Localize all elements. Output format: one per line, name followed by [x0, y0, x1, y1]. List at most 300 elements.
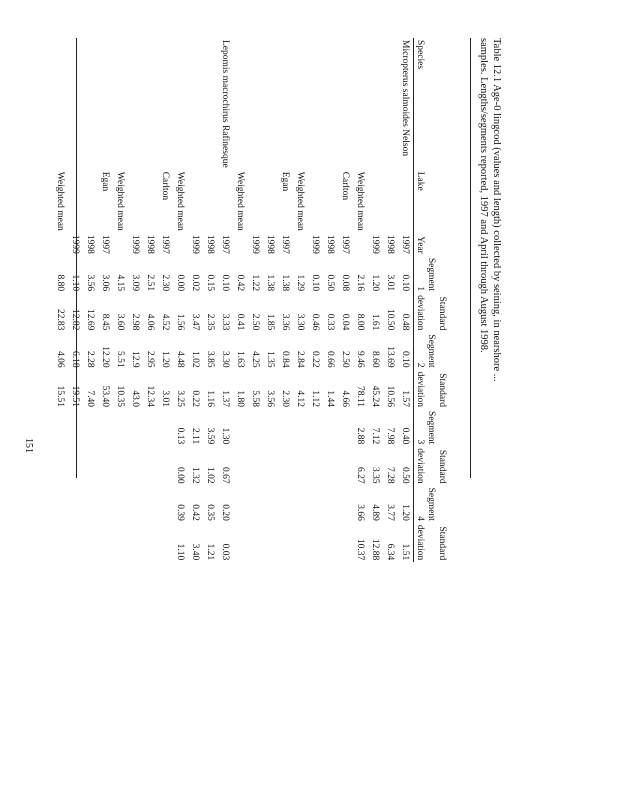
- cell-sd3: [128, 446, 143, 485]
- cell-s3: [98, 409, 113, 446]
- table-row: [323, 38, 338, 562]
- cell-species: [143, 38, 158, 170]
- cell-sd4: 0.03: [220, 543, 231, 561]
- cell-s1: 2.16: [355, 274, 366, 292]
- cell-s3: [113, 409, 128, 446]
- cell-s1: 3.09: [130, 274, 141, 292]
- cell-s1: 1.38: [265, 274, 276, 292]
- cell-s1: 3.01: [385, 274, 396, 292]
- cell-year: 1997: [280, 234, 291, 254]
- cell-sd3: [293, 446, 308, 485]
- table-row: [203, 38, 218, 562]
- cell-year: [53, 233, 68, 256]
- cell-s4: [308, 486, 323, 523]
- cell-s2: 4.06: [55, 351, 66, 368]
- cell-s4: 1.20: [400, 504, 411, 521]
- cell-s2: 3.30: [220, 351, 231, 368]
- cell-sd2: 1.37: [220, 390, 231, 408]
- cell-sd3: [323, 446, 338, 485]
- cell-s3: 2.88: [355, 427, 366, 445]
- table-row: [83, 38, 98, 562]
- cell-lake: [188, 170, 203, 233]
- cell-s4: [128, 486, 143, 523]
- cell-s3: [158, 409, 173, 446]
- cell-lake: Weighted mean: [355, 171, 366, 231]
- cell-s4: [278, 486, 293, 523]
- cell-s1: 0.08: [340, 274, 351, 292]
- cell-sd2: 3.56: [265, 390, 276, 408]
- cell-s1: 0.02: [190, 274, 201, 292]
- cell-s2: 2.28: [85, 351, 96, 368]
- header-lake: Lake: [415, 171, 425, 191]
- cell-species: [128, 38, 143, 170]
- cell-sd2: 1.12: [310, 390, 321, 408]
- cell-s3: [128, 409, 143, 446]
- cell-species: [248, 38, 263, 170]
- cell-sd1: 4.06: [145, 313, 156, 331]
- cell-year: 1998: [385, 234, 396, 254]
- cell-sd1: 0.33: [325, 313, 336, 331]
- cell-lake: [323, 170, 338, 233]
- cell-sd4: 12.88: [370, 538, 381, 561]
- cell-sd1: 3.47: [190, 313, 201, 331]
- cell-s3: [53, 409, 68, 446]
- cell-s1: 3.06: [100, 274, 111, 292]
- cell-s4: [83, 486, 98, 523]
- cell-sd1: 8.45: [100, 313, 111, 331]
- cell-species: [203, 38, 218, 170]
- table-row: [113, 38, 128, 562]
- cell-sd4: [293, 523, 308, 562]
- cell-year: [293, 233, 308, 256]
- cell-lake: [368, 170, 383, 233]
- cell-sd2: 3.01: [160, 390, 171, 408]
- cell-year: 1998: [205, 234, 216, 254]
- cell-year: 1999: [70, 234, 81, 254]
- cell-s2: 1.63: [235, 351, 246, 368]
- cell-s3: 0.40: [400, 427, 411, 445]
- cell-sd4: [338, 523, 353, 562]
- cell-s2: 2.50: [340, 351, 351, 368]
- cell-s3: [278, 409, 293, 446]
- cell-sd4: [278, 523, 293, 562]
- cell-sd1: 22.83: [55, 309, 66, 331]
- cell-s3: [323, 409, 338, 446]
- header-sd2-top: Standard: [437, 373, 447, 408]
- cell-sd2: 4.66: [340, 390, 351, 408]
- cell-sd4: [98, 523, 113, 562]
- cell-sd3: [263, 446, 278, 485]
- cell-sd4: [68, 523, 83, 562]
- table-row: [98, 38, 113, 562]
- header-year: Year: [415, 236, 425, 254]
- cell-sd2: 4.12: [295, 390, 306, 408]
- cell-s1: 2.30: [160, 274, 171, 292]
- cell-sd3: 3.35: [370, 467, 381, 484]
- cell-year: 1998: [265, 234, 276, 254]
- cell-s3: [233, 409, 248, 446]
- cell-s4: [338, 486, 353, 523]
- cell-s4: [233, 486, 248, 523]
- cell-sd2: 3.25: [175, 390, 186, 408]
- cell-s3: 0.13: [175, 427, 186, 445]
- cell-species: [98, 38, 113, 170]
- cell-s4: 0.42: [190, 504, 201, 521]
- top-rule: [470, 38, 471, 478]
- cell-lake: [143, 170, 158, 233]
- cell-sd1: 12.82: [70, 309, 81, 331]
- cell-species: [383, 38, 398, 170]
- cell-sd4: 6.34: [385, 543, 396, 561]
- cell-species: [188, 38, 203, 170]
- cell-sd4: [233, 523, 248, 562]
- cell-year: 1997: [220, 234, 231, 254]
- cell-year: [173, 233, 188, 256]
- cell-s1: 0.42: [235, 274, 246, 292]
- cell-sd3: [83, 446, 98, 485]
- cell-sd3: [53, 446, 68, 485]
- cell-sd1: 3.36: [280, 313, 291, 331]
- table-row: [278, 38, 293, 562]
- cell-s2: 6.18: [70, 351, 81, 368]
- cell-s1: 1.20: [370, 274, 381, 292]
- cell-lake: [218, 170, 233, 233]
- cell-sd1: 0.04: [340, 313, 351, 331]
- cell-year: 1998: [85, 234, 96, 254]
- cell-sd4: 1.10: [175, 543, 186, 561]
- cell-sd1: 12.69: [85, 309, 96, 331]
- header-sd4: deviation: [415, 524, 425, 561]
- cell-species: [263, 38, 278, 170]
- cell-sd1: 2.35: [205, 313, 216, 331]
- table-caption: [477, 38, 503, 478]
- cell-sd2: 15.51: [55, 385, 66, 408]
- cell-year: 1997: [340, 234, 351, 254]
- cell-sd1: 1.85: [265, 313, 276, 331]
- cell-s3: 2.11: [190, 428, 201, 445]
- cell-sd1: 0.48: [400, 313, 411, 331]
- cell-s3: [263, 409, 278, 446]
- cell-species: Lepomis macrochirus Rafinesque: [220, 40, 231, 168]
- cell-sd1: 2.50: [250, 313, 261, 331]
- cell-s4: 0.20: [220, 504, 231, 521]
- cell-species: Micropterus salmoides Nelson: [400, 40, 411, 157]
- cell-species: [308, 38, 323, 170]
- table-row: [368, 38, 383, 562]
- cell-species: [353, 38, 368, 170]
- cell-sd3: [338, 446, 353, 485]
- cell-sd4: [323, 523, 338, 562]
- cell-lake: [308, 170, 323, 233]
- header-sd1: deviation: [415, 295, 425, 331]
- cell-sd4: [113, 523, 128, 562]
- cell-sd4: [83, 523, 98, 562]
- cell-s4: 3.77: [385, 504, 396, 521]
- cell-s4: [293, 486, 308, 523]
- cell-lake: [398, 170, 414, 233]
- cell-s1: 8.80: [55, 274, 66, 292]
- cell-year: 1999: [190, 234, 201, 254]
- cell-sd2: 43.0: [130, 390, 141, 408]
- cell-sd1: 0.46: [310, 313, 321, 331]
- header-seg2: Segment 2: [415, 334, 436, 368]
- header-row: [414, 38, 437, 562]
- cell-sd3: [143, 446, 158, 485]
- cell-year: [233, 233, 248, 256]
- cell-year: 1997: [100, 234, 111, 254]
- cell-s2: 2.95: [145, 351, 156, 368]
- header-sd1-top: Standard: [437, 296, 447, 331]
- header-sd3: deviation: [415, 448, 425, 484]
- cell-sd4: [308, 523, 323, 562]
- cell-sd4: 1.21: [205, 543, 216, 561]
- cell-s2: 2.84: [295, 351, 306, 368]
- cell-s3: [308, 409, 323, 446]
- cell-lake: Weighted mean: [295, 171, 306, 231]
- cell-s3: [293, 409, 308, 446]
- cell-sd2: 1.16: [205, 390, 216, 408]
- cell-s2: 0.84: [280, 351, 291, 368]
- cell-sd1: 8.00: [355, 313, 366, 331]
- cell-year: [113, 233, 128, 256]
- cell-s4: [323, 486, 338, 523]
- cell-s1: 1.38: [280, 274, 291, 292]
- cell-sd4: 3.40: [190, 543, 201, 561]
- cell-lake: Carlton: [160, 171, 171, 201]
- cell-year: 1999: [370, 234, 381, 254]
- cell-s1: 3.56: [85, 274, 96, 292]
- cell-sd2: 1.80: [235, 390, 246, 408]
- cell-sd4: [143, 523, 158, 562]
- cell-species: [158, 38, 173, 170]
- cell-sd3: [308, 446, 323, 485]
- cell-sd1: 3.33: [220, 313, 231, 331]
- cell-lake: [83, 170, 98, 233]
- cell-s1: 2.51: [145, 274, 156, 292]
- cell-sd3: [158, 446, 173, 485]
- cell-sd2: 78.11: [355, 386, 366, 408]
- cell-s1: 0.10: [310, 274, 321, 292]
- cell-sd2: 12.34: [145, 385, 156, 408]
- cell-sd1: 1.61: [370, 313, 381, 331]
- cell-s2: 0.66: [325, 351, 336, 368]
- cell-lake: [203, 170, 218, 233]
- cell-s1: 1.10: [70, 274, 81, 292]
- cell-year: 1998: [325, 234, 336, 254]
- cell-sd2: 2.30: [280, 390, 291, 408]
- cell-s1: 1.22: [250, 274, 261, 292]
- cell-species: [338, 38, 353, 170]
- cell-s4: [98, 486, 113, 523]
- cell-s1: 4.15: [115, 274, 126, 292]
- cell-sd1: 4.52: [160, 313, 171, 331]
- cell-year: 1998: [145, 234, 156, 254]
- cell-sd4: [128, 523, 143, 562]
- cell-year: [353, 233, 368, 256]
- caption-line-1: Table 12.1 Age-0 lingcod (values and length) collected by seining, in nearshore ...: [491, 38, 502, 382]
- cell-species: [323, 38, 338, 170]
- cell-sd3: [233, 446, 248, 485]
- cell-sd3: [248, 446, 263, 485]
- table-row: [53, 38, 68, 562]
- header-seg4: Segment 4: [415, 487, 436, 521]
- cell-s3: [143, 409, 158, 446]
- table-row: [173, 38, 188, 562]
- cell-year: 1997: [160, 234, 171, 254]
- table-row: [383, 38, 398, 562]
- table-row: [143, 38, 158, 562]
- cell-species: [278, 38, 293, 170]
- cell-s1: 0.50: [325, 274, 336, 292]
- cell-s3: 7.98: [385, 427, 396, 445]
- cell-s4: 4.89: [370, 504, 381, 521]
- cell-sd2: 1.44: [325, 390, 336, 408]
- header-species: Species: [415, 40, 425, 70]
- table-row: [233, 38, 248, 562]
- cell-sd2: 45.24: [370, 385, 381, 408]
- cell-species: [233, 38, 248, 170]
- cell-s2: 1.20: [160, 351, 171, 368]
- cell-sd3: 0.50: [400, 467, 411, 484]
- cell-s4: [53, 486, 68, 523]
- table-row: [308, 38, 323, 562]
- cell-s2: 3.85: [205, 351, 216, 368]
- cell-species: [173, 38, 188, 170]
- cell-s3: 3.59: [205, 427, 216, 445]
- cell-s4: [158, 486, 173, 523]
- bottom-rule: [76, 38, 77, 478]
- cell-s2: 9.46: [355, 351, 366, 368]
- cell-s2: 13.69: [385, 346, 396, 368]
- data-table: [53, 38, 447, 562]
- table-body: [53, 38, 414, 562]
- cell-sd4: 1.51: [400, 543, 411, 561]
- cell-species: [113, 38, 128, 170]
- cell-lake: Weighted mean: [115, 171, 126, 231]
- page-number: 151: [23, 438, 34, 453]
- cell-lake: [383, 170, 398, 233]
- cell-s2: 4.25: [250, 351, 261, 368]
- cell-sd1: 10.50: [385, 309, 396, 331]
- cell-s1: 0.00: [175, 274, 186, 292]
- cell-s3: [338, 409, 353, 446]
- cell-s1: 0.15: [205, 274, 216, 292]
- table-row: [398, 38, 414, 562]
- rotated-page: [55, 38, 509, 561]
- cell-s1: 1.29: [295, 274, 306, 292]
- cell-sd4: 10.37: [355, 538, 366, 561]
- cell-lake: Egan: [280, 171, 291, 192]
- cell-sd3: [278, 446, 293, 485]
- table-row: [293, 38, 308, 562]
- cell-s2: 0.10: [400, 351, 411, 368]
- cell-sd4: [248, 523, 263, 562]
- header-sd4-top: Standard: [437, 526, 447, 561]
- cell-s3: 7.12: [370, 427, 381, 445]
- table-row: [338, 38, 353, 562]
- cell-s2: 1.35: [265, 351, 276, 368]
- cell-year: 1999: [310, 234, 321, 254]
- cell-lake: Weighted mean: [235, 171, 246, 231]
- cell-sd3: 1.02: [205, 467, 216, 484]
- cell-lake: Weighted mean: [55, 171, 66, 231]
- cell-sd4: [158, 523, 173, 562]
- cell-sd3: [113, 446, 128, 485]
- cell-species: [53, 38, 68, 170]
- table-row: [158, 38, 173, 562]
- cell-year: 1999: [250, 234, 261, 254]
- cell-s4: 3.66: [355, 504, 366, 521]
- cell-s4: [263, 486, 278, 523]
- cell-s2: 8.60: [370, 351, 381, 368]
- table-row: [353, 38, 368, 562]
- cell-lake: Weighted mean: [175, 171, 186, 231]
- cell-s2: 1.02: [190, 351, 201, 368]
- cell-sd2: 7.40: [85, 390, 96, 408]
- header-sd3-top: Standard: [437, 449, 447, 484]
- cell-s3: [248, 409, 263, 446]
- cell-s2: 0.22: [310, 351, 321, 368]
- cell-lake: [263, 170, 278, 233]
- cell-sd3: 0.00: [175, 467, 186, 484]
- cell-sd1: 1.56: [175, 313, 186, 331]
- cell-sd4: [263, 523, 278, 562]
- cell-sd1: 0.41: [235, 313, 246, 331]
- cell-species: [368, 38, 383, 170]
- cell-s4: 0.39: [175, 504, 186, 521]
- cell-s4: 0.35: [205, 504, 216, 521]
- cell-lake: [248, 170, 263, 233]
- table-row: [128, 38, 143, 562]
- cell-s1: 0.10: [400, 274, 411, 292]
- cell-sd2: 1.57: [400, 390, 411, 408]
- cell-sd3: 0.67: [220, 467, 231, 484]
- cell-s3: [83, 409, 98, 446]
- cell-sd1: 2.98: [130, 313, 141, 331]
- cell-year: 1997: [400, 234, 411, 254]
- cell-sd2: 10.35: [115, 385, 126, 408]
- caption-line-2: samples. Lengths/segments reported, 1997 and April through August 1998.: [478, 38, 489, 353]
- cell-s3: 1.30: [220, 427, 231, 445]
- cell-s4: [143, 486, 158, 523]
- table-row: [218, 38, 233, 562]
- cell-lake: Egan: [100, 171, 111, 192]
- cell-sd1: 3.30: [295, 313, 306, 331]
- cell-species: [293, 38, 308, 170]
- cell-sd2: 10.56: [385, 385, 396, 408]
- header-sd2: deviation: [415, 371, 425, 408]
- cell-sd4: [53, 523, 68, 562]
- header-seg1: Segment 1: [415, 257, 436, 292]
- cell-sd2: 19.51: [70, 385, 81, 408]
- cell-sd3: 6.27: [355, 467, 366, 484]
- cell-sd2: 53.40: [100, 385, 111, 408]
- cell-sd2: 0.22: [190, 390, 201, 408]
- header-row-top: [436, 38, 447, 562]
- cell-year: 1999: [130, 234, 141, 254]
- cell-sd3: 7.28: [385, 467, 396, 484]
- table-row: [263, 38, 278, 562]
- cell-s2: 12.9: [130, 351, 141, 368]
- cell-s2: 4.48: [175, 351, 186, 368]
- cell-lake: Carlton: [340, 171, 351, 201]
- table-row: [188, 38, 203, 562]
- cell-sd2: 5.58: [250, 390, 261, 408]
- cell-s4: [248, 486, 263, 523]
- cell-sd1: 3.60: [115, 313, 126, 331]
- cell-s2: 12.20: [100, 346, 111, 368]
- cell-s4: [113, 486, 128, 523]
